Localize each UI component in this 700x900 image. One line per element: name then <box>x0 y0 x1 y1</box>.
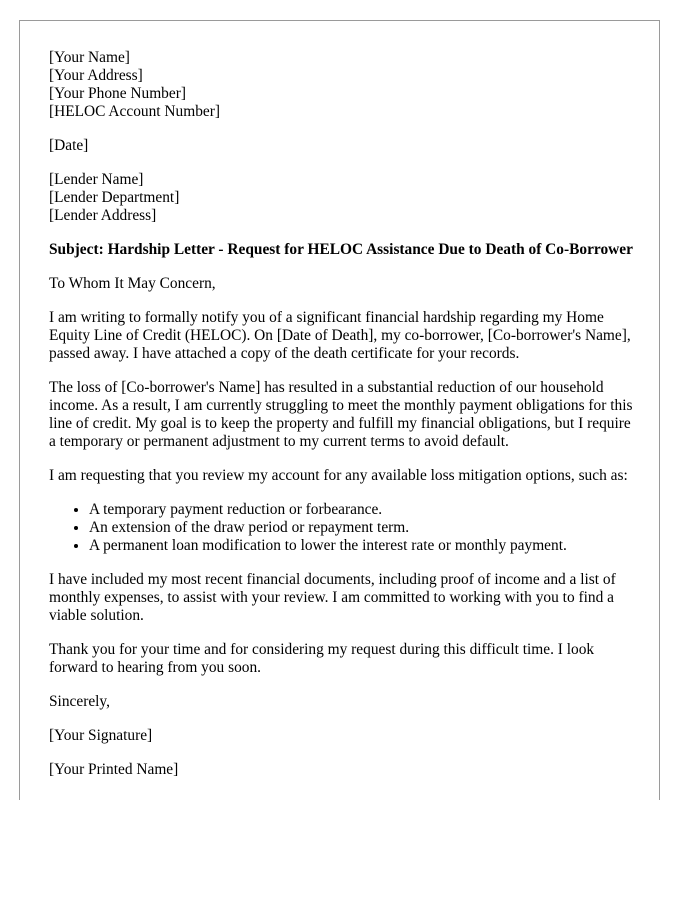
list-item: • A temporary payment reduction or forbearance. <box>89 501 639 519</box>
body-paragraph-1: I am writing to formally notify you of a significant financial hardship regarding my Home Equity Line of Credit (HELOC). On [Date of Death], my co-borrower, [Co-borrower's Name], passed away. I have attached a copy of the death certificate for your records. <box>49 309 631 362</box>
sender-block <box>49 49 639 121</box>
signature-line: [Your Signature] <box>49 727 153 744</box>
sender-name: [Your Name] <box>49 49 130 66</box>
list-item: • An extension of the draw period or repayment term. <box>89 519 639 537</box>
letter-date: [Date] <box>49 137 89 154</box>
printed-name-line: [Your Printed Name] <box>49 761 179 778</box>
signoff: Sincerely, <box>49 693 110 710</box>
lender-block <box>49 171 639 225</box>
options-list <box>49 501 639 555</box>
letter-page <box>19 20 660 800</box>
date-block <box>49 137 639 155</box>
body-paragraph-5: Thank you for your time and for considering my request during this difficult time. I look forward to hearing from you soon. <box>49 641 595 676</box>
subject-line: Subject: Hardship Letter - Request for HELOC Assistance Due to Death of Co-Borrower <box>49 241 633 258</box>
salutation: To Whom It May Concern, <box>49 275 216 292</box>
body-paragraph-4: I have included my most recent financial documents, including proof of income and a list of monthly expenses, to assist with your review. I am committed to working with you to find a viable solution. <box>49 571 616 624</box>
sender-account: [HELOC Account Number] <box>49 103 220 120</box>
lender-department: [Lender Department] <box>49 189 180 206</box>
lender-name: [Lender Name] <box>49 171 144 188</box>
body-paragraph-2: The loss of [Co-borrower's Name] has resulted in a substantial reduction of our household income. As a result, I am currently struggling to meet the monthly payment obligations for this line of credit. My goal is to keep the property and fulfill my financial obligations, but I require a temporary or permanent adjustment to my current terms to avoid default. <box>49 379 633 450</box>
lender-address: [Lender Address] <box>49 207 157 224</box>
body-paragraph-3: I am requesting that you review my account for any available loss mitigation options, such as: <box>49 467 628 484</box>
sender-address: [Your Address] <box>49 67 143 84</box>
letter-content <box>49 49 639 795</box>
list-item: • A permanent loan modification to lower the interest rate or monthly payment. <box>89 537 639 555</box>
sender-phone: [Your Phone Number] <box>49 85 186 102</box>
